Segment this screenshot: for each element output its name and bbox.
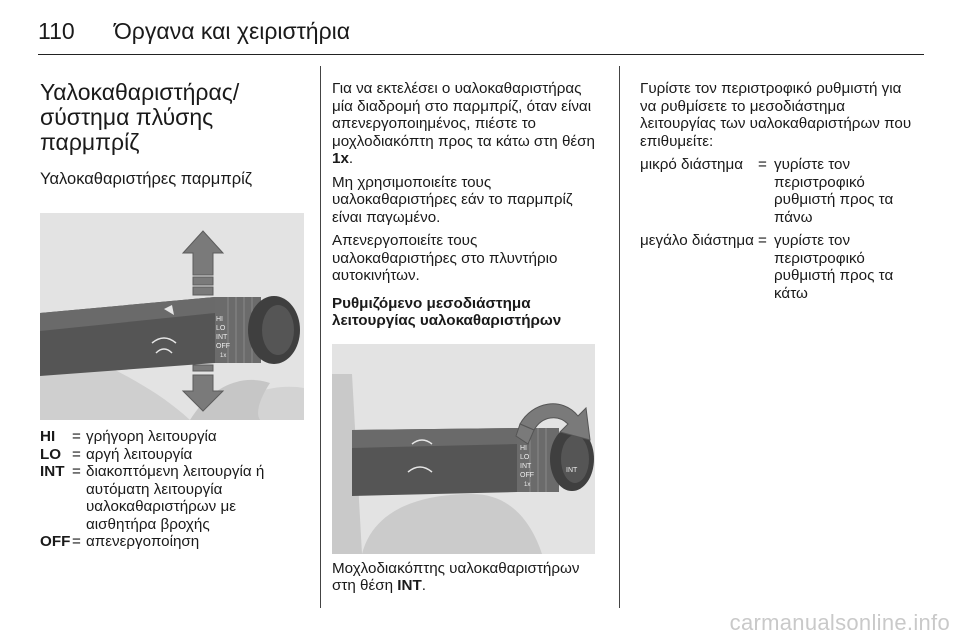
definition-row xyxy=(40,428,310,446)
equals-sign: = xyxy=(72,533,81,550)
definition-term: LO xyxy=(40,445,62,463)
equals-sign: = xyxy=(72,428,81,445)
fig2-label-lo: LO xyxy=(520,453,530,461)
watermark: carmanualsonline.info xyxy=(729,610,950,635)
column-divider-1 xyxy=(320,66,321,608)
fig1-label-hi: HI xyxy=(216,316,223,323)
header-rule xyxy=(38,54,924,55)
equals-sign: = xyxy=(72,445,81,463)
definition-term: INT xyxy=(40,463,65,480)
paragraph-interval-intro: Γυρίστε τον περιστροφικό ρυθμιστή για να ρυθμίσετε το μεσοδιάστημα λειτουργίας των υαλοκαθαριστήρων που επιθυμείτε: xyxy=(640,80,912,150)
heading-line-3: παρμπρίζ xyxy=(40,129,140,155)
option-term: μεγάλο διάστημα xyxy=(640,232,754,249)
page-number: 110 xyxy=(38,18,75,44)
page-header xyxy=(38,10,928,56)
fig1-label-lo: LO xyxy=(216,325,226,332)
definition-term: OFF xyxy=(40,533,71,550)
equals-sign: = xyxy=(758,232,767,249)
column-divider-2 xyxy=(619,66,620,608)
wiper-lever-figure xyxy=(40,213,304,420)
option-description: γυρίστε τον περιστροφικό ρυθμιστή προς τα πάνω xyxy=(774,156,894,226)
definition-term: HI xyxy=(40,428,56,445)
heading-line-1: Υαλοκαθαριστήρας/ xyxy=(40,79,240,105)
definition-description: διακοπτόμενη λειτουργία ή αυτόματη λειτουργία υαλοκαθαριστήρων με αισθητήρα βροχής xyxy=(86,463,265,533)
column-3 xyxy=(640,80,920,302)
paragraph-text: Για να εκτελέσει ο υαλοκαθαριστήρας μία διαδρομή στο παρμπρίζ, όταν είναι απενεργοποιημένος, πιέστε το μοχλοδιακόπτη προς τα κάτω στη θέση xyxy=(332,80,595,150)
caption-text: Μοχλοδιακόπτης υαλοκαθαριστήρων στη θέση xyxy=(332,559,580,594)
option-description: γυρίστε τον περιστροφικό ρυθμιστή προς τα κάτω xyxy=(774,232,894,302)
paragraph-frozen: Μη χρησιμοποιείτε τους υαλοκαθαριστήρες εάν το παρμπρίζ είναι παγωμένο. xyxy=(332,173,573,226)
fig1-label-1x: 1x xyxy=(220,353,227,359)
bold-term: 1x xyxy=(332,150,349,167)
wiper-lever-illustration xyxy=(40,213,304,420)
fig2-label-hi: HI xyxy=(520,444,527,452)
definition-row xyxy=(40,463,310,533)
fig2-label-int: INT xyxy=(520,462,532,470)
subsection-heading: Ρυθμιζόμενο μεσοδιάστημα λειτουργίας υαλοκαθαριστήρων xyxy=(332,294,562,329)
wiper-int-figure xyxy=(332,344,595,554)
fig1-label-off: OFF xyxy=(216,343,230,350)
fig2-label-off: OFF xyxy=(520,471,534,479)
definition-description: γρήγορη λειτουργία xyxy=(86,428,217,445)
fig2-label-1x: 1x xyxy=(524,481,531,488)
paragraph-car-wash: Απενεργοποιείτε τους υαλοκαθαριστήρες στο πλυντήριο αυτοκινήτων. xyxy=(332,232,558,284)
definition-list xyxy=(40,428,310,551)
paragraph-text: . xyxy=(348,150,354,167)
definition-row xyxy=(40,533,310,551)
option-term: μικρό διάστημα xyxy=(640,156,743,173)
option-row xyxy=(640,156,920,226)
heading-line-2: σύστημα πλύσης xyxy=(40,104,214,130)
column-2 xyxy=(332,80,604,595)
definition-description: αργή λειτουργία xyxy=(86,445,193,463)
figure-caption xyxy=(332,560,604,595)
option-row xyxy=(640,232,920,302)
bold-term: INT xyxy=(397,577,422,594)
page-title: Όργανα και χειριστήρια xyxy=(114,18,351,44)
equals-sign: = xyxy=(72,463,81,480)
column-1 xyxy=(40,80,310,551)
subsection-heading: Υαλοκαθαριστήρες παρμπρίζ xyxy=(40,170,253,188)
paragraph-single-wipe xyxy=(332,80,604,168)
section-heading xyxy=(40,80,310,155)
fig2-ring-label-int: INT xyxy=(566,466,578,474)
fig1-label-int: INT xyxy=(216,334,228,341)
wiper-int-illustration xyxy=(332,344,595,554)
definition-description: απενεργοποίηση xyxy=(86,533,200,550)
equals-sign: = xyxy=(758,156,767,173)
caption-text: . xyxy=(421,577,426,594)
definition-row xyxy=(40,446,310,464)
